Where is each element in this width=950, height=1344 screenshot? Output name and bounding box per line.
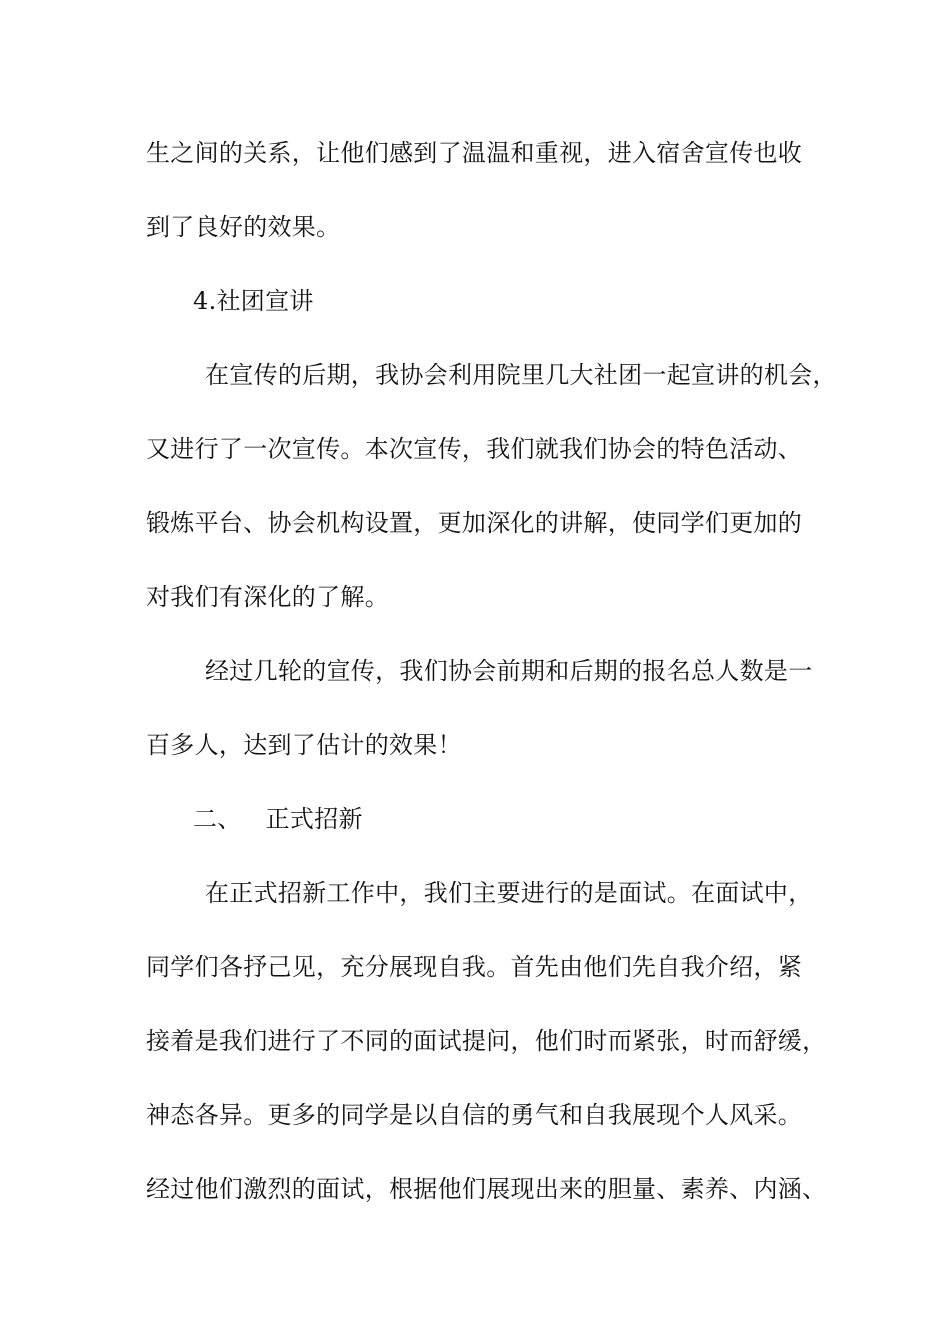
- section-title: 正式招新: [265, 805, 363, 833]
- paragraph-line: 在宣传的后期，我协会利用院里几大社团一起宣讲的机会，: [205, 361, 837, 389]
- paragraph-line: 生之间的关系，让他们感到了温温和重视，进入宿舍宣传也收: [146, 139, 803, 167]
- section-heading: [193, 803, 893, 835]
- paragraph-line: 到了良好的效果。: [146, 213, 341, 241]
- paragraph-line: 经过他们激烈的面试，根据他们展现出来的胆量、素养、内涵、: [146, 1175, 827, 1203]
- paragraph-line: 对我们有深化的了解。: [146, 583, 389, 611]
- paragraph-line: 锻炼平台、协会机构设置，更加深化的讲解，使同学们更加的: [146, 509, 803, 537]
- subsection-heading: 4.社团宣讲: [193, 287, 314, 315]
- paragraph-line: 百多人，达到了估计的效果！: [146, 731, 462, 759]
- paragraph-line: 在正式招新工作中，我们主要进行的是面试。在面试中，: [205, 879, 813, 907]
- paragraph-line: 经过几轮的宣传，我们协会前期和后期的报名总人数是一: [205, 657, 813, 685]
- paragraph-line: 同学们各抒己见，充分展现自我。首先由他们先自我介绍，紧: [146, 953, 803, 981]
- paragraph-line: 接着是我们进行了不同的面试提问，他们时而紧张，时而舒缓，: [146, 1027, 827, 1055]
- paragraph-line: 神态各异。更多的同学是以自信的勇气和自我展现个人风采。: [146, 1101, 803, 1129]
- section-number: 二、: [193, 805, 242, 833]
- paragraph-line: 又进行了一次宣传。本次宣传，我们就我们协会的特色活动、: [146, 435, 803, 463]
